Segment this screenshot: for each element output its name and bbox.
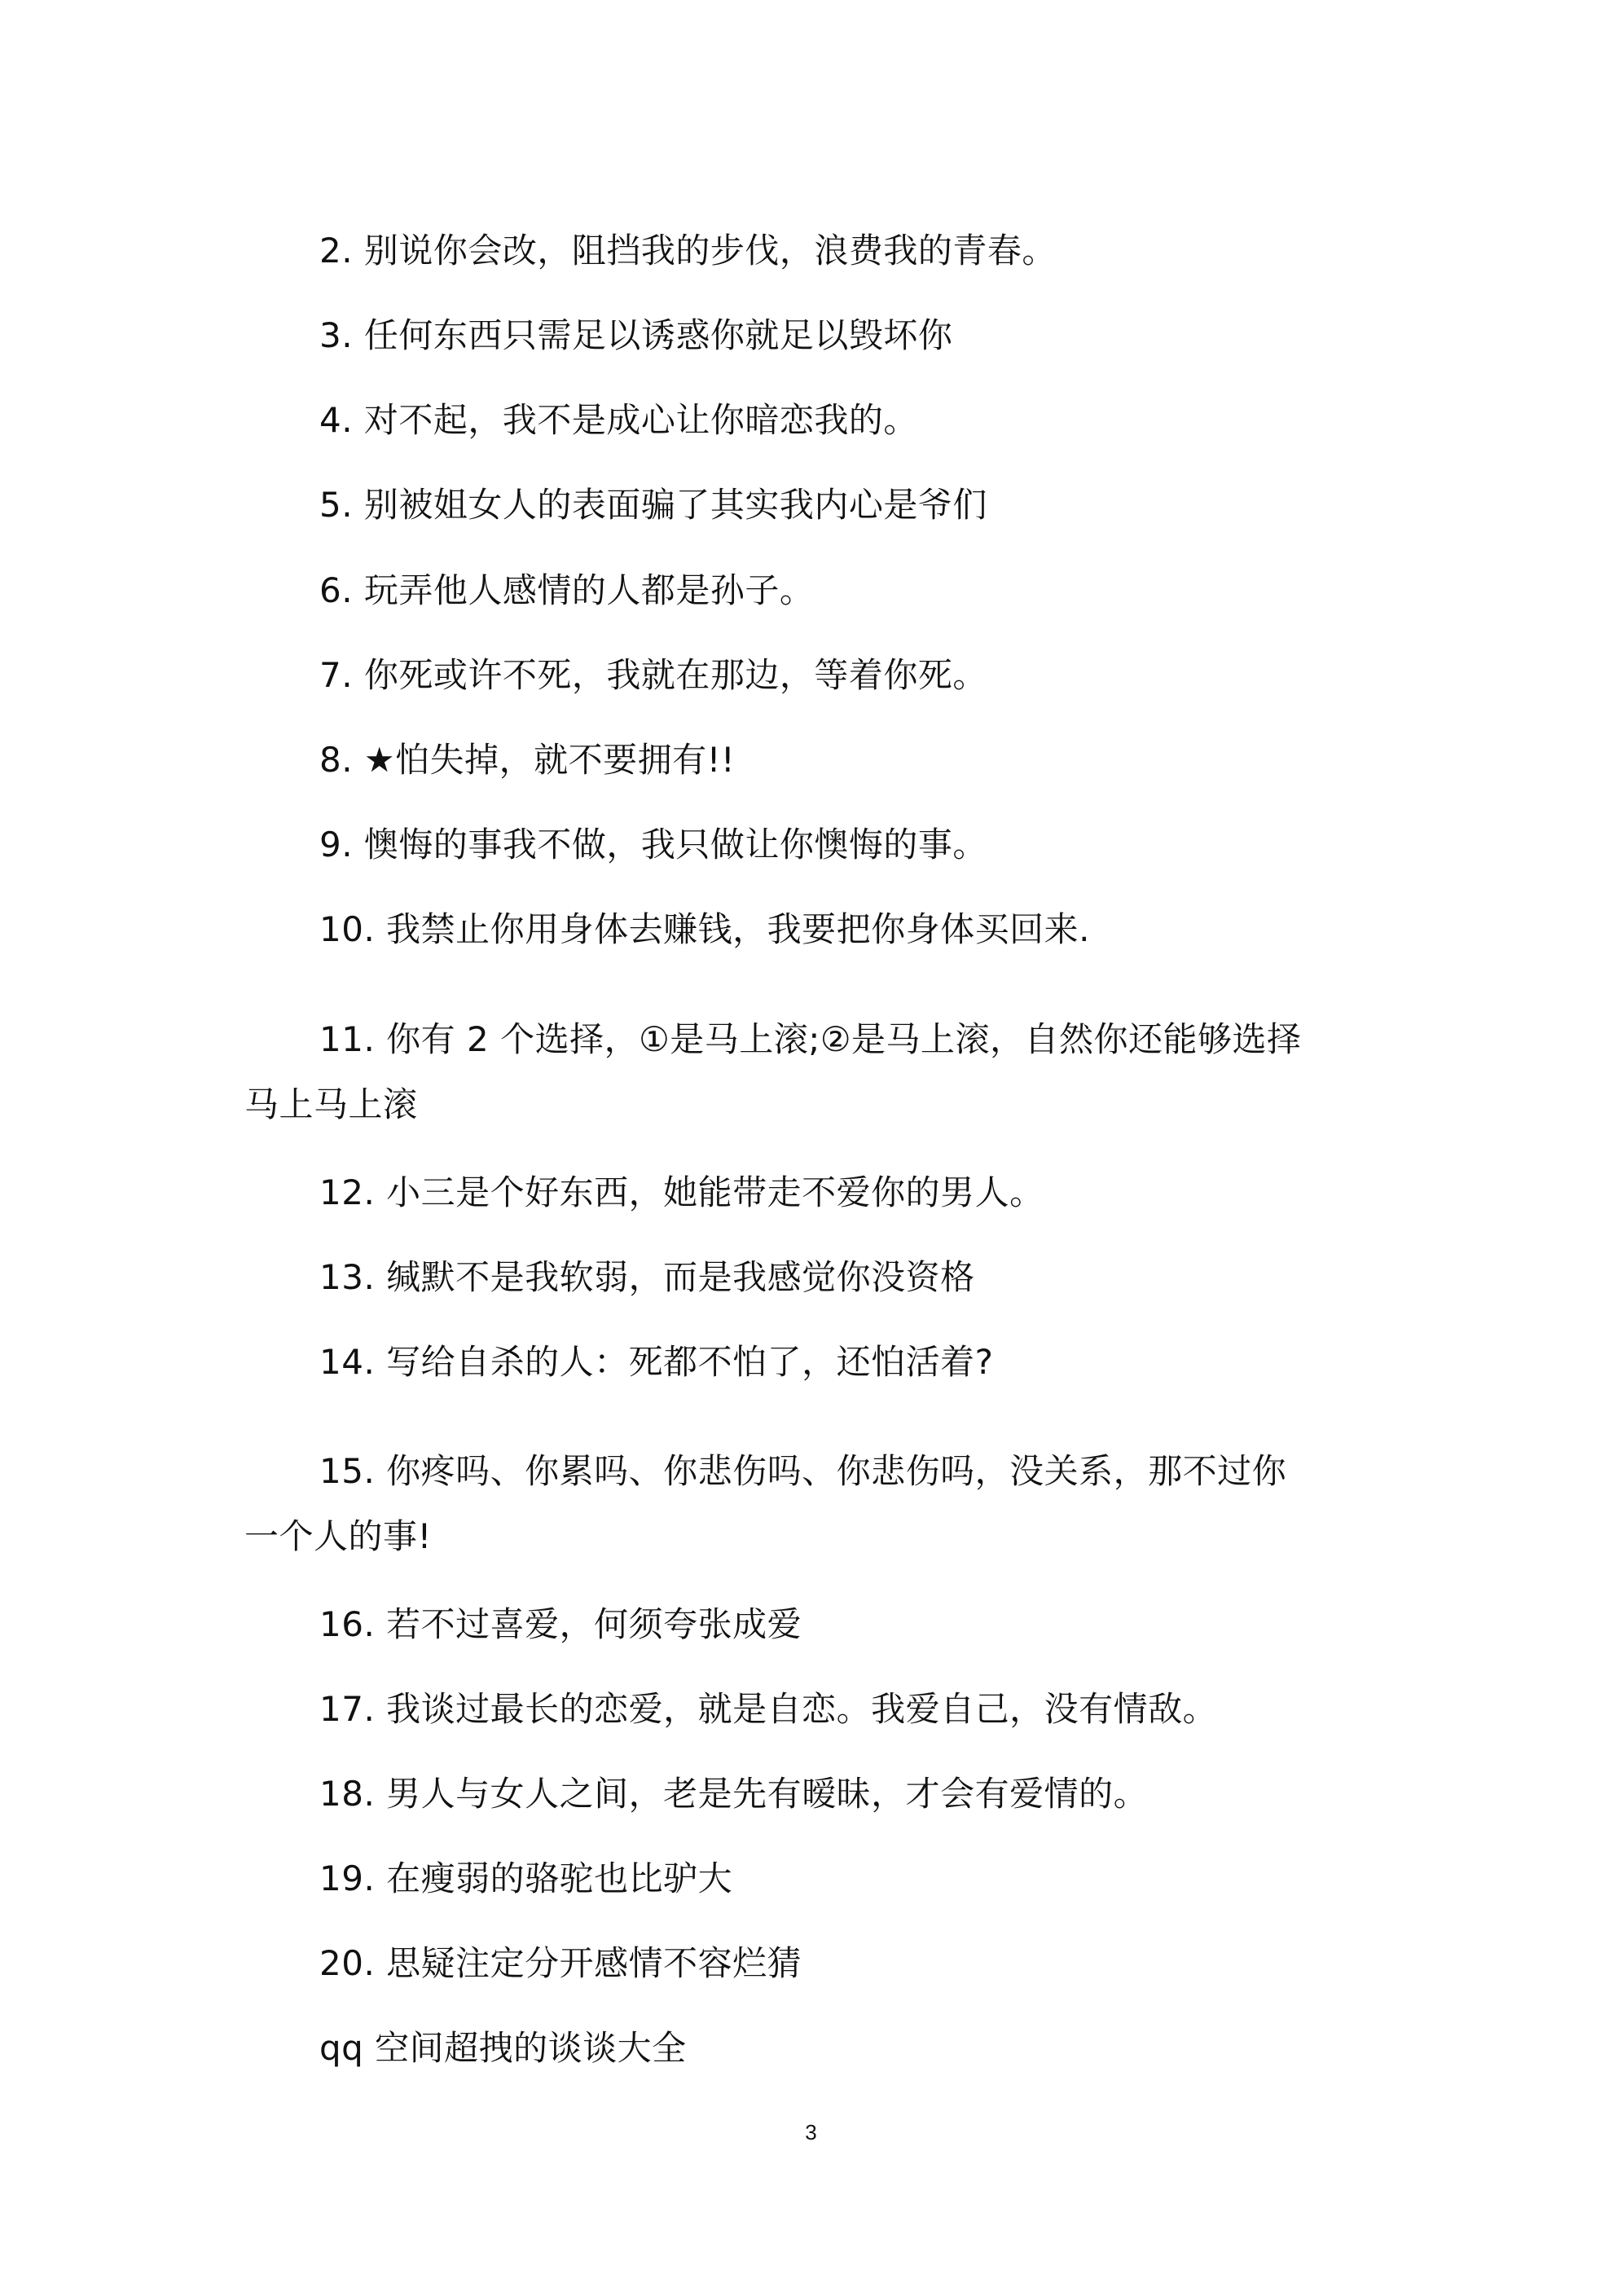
list-item: 6. 玩弄他人感情的人都是孙子。 (319, 570, 815, 610)
list-item-continuation: 一个人的事! (244, 1516, 432, 1556)
list-item: 14. 写给自杀的人：死都不怕了，还怕活着? (319, 1342, 994, 1382)
list-item-continuation: 马上马上滚 (244, 1084, 418, 1124)
list-item: 4. 对不起，我不是成心让你暗恋我的。 (319, 400, 918, 440)
list-item: 10. 我禁止你用身体去赚钱，我要把你身体买回来. (319, 909, 1090, 949)
list-item: 13. 缄默不是我软弱，而是我感觉你没资格 (319, 1257, 975, 1297)
list-item-first-line: 15. 你疼吗、你累吗、你悲伤吗、你悲伤吗，没关系，那不过你 (319, 1451, 1287, 1491)
page-number: 3 (805, 2120, 817, 2144)
list-item-first-line: 11. 你有 2 个选择，①是马上滚;②是马上滚，自然你还能够选择 (319, 1019, 1302, 1059)
list-item: 16. 若不过喜爱，何须夸张成爱 (319, 1604, 802, 1644)
list-item: 3. 任何东西只需足以诱惑你就足以毁坏你 (319, 315, 953, 355)
list-item: 17. 我谈过最长的恋爱，就是自恋。我爱自己，没有情敌。 (319, 1689, 1218, 1729)
list-item: 19. 在瘦弱的骆驼也比驴大 (319, 1858, 733, 1898)
list-item: 8. ★怕失掉，就不要拥有!! (319, 740, 736, 780)
list-item-multiline (244, 1439, 1352, 1569)
list-item: 12. 小三是个好东西，她能带走不爱你的男人。 (319, 1172, 1044, 1212)
list-item: 5. 别被姐女人的表面骗了其实我内心是爷们 (319, 485, 987, 525)
list-item: 2. 别说你会改，阻挡我的步伐，浪费我的青春。 (319, 231, 1057, 271)
list-item: 18. 男人与女人之间，老是先有暧昧，才会有爱情的。 (319, 1774, 1149, 1814)
list-item: 7. 你死或许不死，我就在那边，等着你死。 (319, 655, 987, 695)
list-item: 20. 思疑注定分开感情不容烂猜 (319, 1943, 802, 1983)
section-heading: qq 空间超拽的谈谈大全 (319, 2028, 687, 2068)
list-item: 9. 懊悔的事我不做，我只做让你懊悔的事。 (319, 825, 987, 864)
list-item-multiline (244, 1007, 1352, 1137)
